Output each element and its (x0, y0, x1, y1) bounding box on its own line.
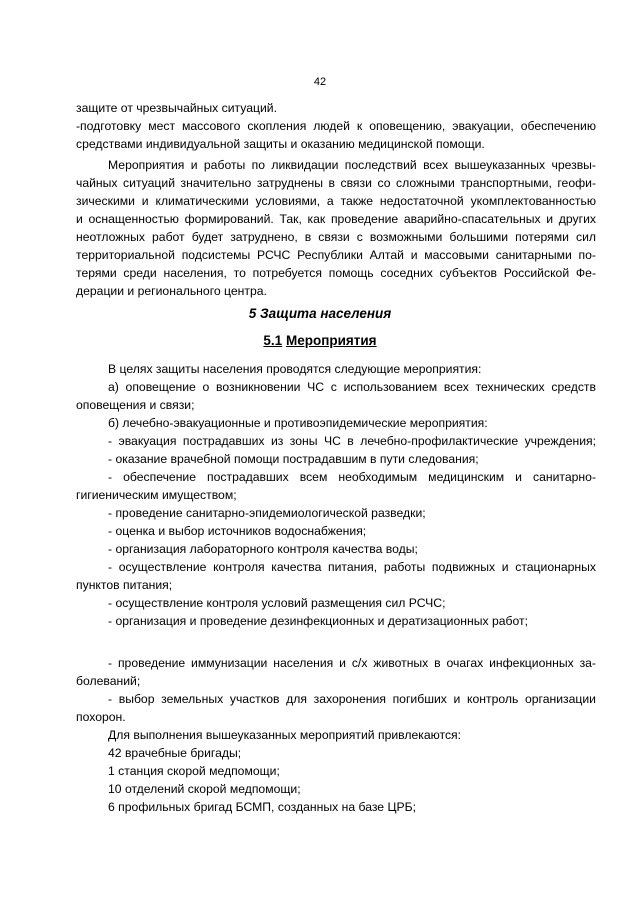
text-line: 42 врачебные бригады; (108, 746, 242, 760)
text-line: и оснащенностью формирований. Так, как проведение аварийно-спасательных и других (76, 212, 596, 226)
text-line: 10 отделений скорой медпомощи; (108, 782, 301, 796)
text-line: похорон. (76, 710, 126, 724)
text-line: защите от чрезвычайных ситуаций. (76, 101, 277, 115)
text-line: - осуществление контроля качества питания, работы подвижных и стационарных (108, 560, 596, 574)
text-line: болеваний; (76, 674, 141, 688)
text-line: пунктов питания; (76, 578, 173, 592)
text-line: - обеспечение пострадавших всем необходимым медицинским и санитарно- (108, 470, 596, 484)
text-line: -подготовку мест массового скопления людей к оповещению, эвакуации, обеспечению (76, 119, 596, 133)
text-line: - проведение иммунизации населения и с/х животных в очагах инфекционных за- (108, 656, 596, 670)
text-line: средствами индивидуальной защиты и оказанию медицинской помощи. (76, 137, 485, 151)
text-line: оповещения и связи; (76, 398, 195, 412)
text-line: - организация лабораторного контроля качества воды; (108, 542, 418, 556)
text-line: Мероприятия и работы по ликвидации последствий всех вышеуказанных чрезвы- (108, 158, 596, 172)
text-line: В целях защиты населения проводятся следующие мероприятия: (108, 362, 482, 376)
text-line: дерации и регионального центра. (76, 284, 267, 298)
text-line: зическими и климатическими условиями, а также недостаточной укомплектованностью (76, 194, 596, 208)
paragraph-intro (76, 99, 596, 153)
subsection-label: Мероприятия (285, 333, 377, 348)
text-line: 6 профильных бригад БСМП, созданных на базе ЦРБ; (108, 800, 416, 814)
measures-list-continued (76, 654, 596, 816)
text-line: - оказание врачебной помощи пострадавшим в пути следования; (108, 452, 479, 466)
paragraph-measures (76, 156, 596, 300)
text-line: гигиеническим имуществом; (76, 488, 237, 502)
text-line: - эвакуация пострадавших из зоны ЧС в лечебно-профилактические учреждения; (108, 434, 596, 448)
text-line: б) лечебно-эвакуационные и противоэпидемические мероприятия: (108, 416, 488, 430)
text-line: - организация и проведение дезинфекционных и дератизационных работ; (108, 614, 528, 628)
text-line: - выбор земельных участков для захоронения погибших и контроль организации (108, 692, 596, 706)
text-line: а) оповещение о возникновении ЧС с использованием всех технических средств (108, 380, 596, 394)
text-line: территориальной подсистемы РСЧС Республики Алтай и массовыми санитарными по- (76, 248, 596, 262)
text-line: - оценка и выбор источников водоснабжения; (108, 524, 367, 538)
subsection-number: 5.1 (263, 333, 283, 348)
measures-list (76, 360, 596, 630)
page-number: 42 (313, 76, 327, 88)
text-line: Для выполнения вышеуказанных мероприятий привлекаются: (108, 728, 462, 742)
text-line: неотложных работ будет затруднено, в связи с возможными большими потерями сил (76, 230, 596, 244)
subsection-title (0, 333, 640, 348)
section-title: 5 Защита населения (248, 306, 392, 321)
text-line: - проведение санитарно-эпидемиологической разведки; (108, 506, 426, 520)
text-line: терями среди населения, то потребуется помощь соседних субъектов Российской Фе- (76, 266, 596, 280)
text-line: 1 станция скорой медпомощи; (108, 764, 280, 778)
text-line: - осуществление контроля условий размещения сил РСЧС; (108, 596, 446, 610)
text-line: чайных ситуаций значительно затруднены в связи со сложными транспортными, геофи- (76, 176, 596, 190)
